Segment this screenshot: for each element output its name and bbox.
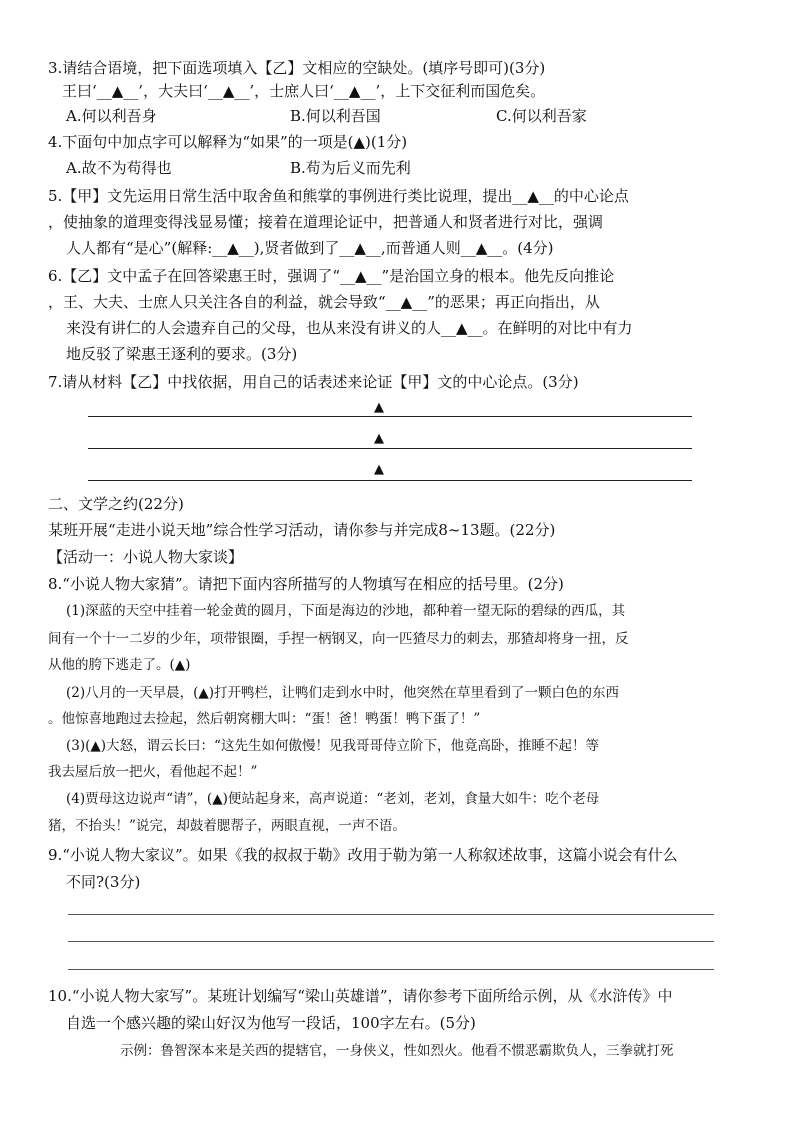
q4-stem: 4.下面句中加点字可以解释为“如果”的一项是(▲)(1分)	[48, 133, 408, 151]
answer-line[interactable]	[88, 480, 692, 481]
q8-item-1-line-2: 间有一个十一二岁的少年，项带银圈，手捏一柄钢叉，向一匹猹尽力的刺去，那猹却将身一扭，反	[48, 631, 629, 647]
q10-line-1: 10.“小说人物大家写”。某班计划编写“梁山英雄谱”，请你参考下面所给示例，从《水浒传》中	[48, 987, 673, 1005]
q6-line-2: ，王、大夫、士庶人只关注各自的利益，就会导致“__▲__”的恶果；再正向指出，从	[48, 293, 600, 311]
q3-option-a: A.何以利吾身	[66, 107, 157, 125]
q9-line-1: 9.“小说人物大家议”。如果《我的叔叔于勒》改用于勒为第一人称叙述故事，这篇小说会有什么	[48, 846, 678, 864]
q5-line-2: ，使抽象的道理变得浅显易懂；接着在道理论证中，把普通人和贤者进行对比，强调	[48, 213, 604, 231]
q3-fill-line: 王曰‘__▲__’，大夫曰‘__▲__’，士庶人曰‘__▲__’，上下交征利而国危矣。	[62, 82, 546, 100]
answer-line[interactable]	[88, 416, 692, 417]
q8-item-2-line-1: (2)八月的一天早晨，(▲)打开鸭栏，让鸭们走到水中时，他突然在草里看到了一颗白色的东西	[66, 685, 620, 701]
q8-item-4-line-1: (4)贾母这边说声“请”，(▲)便站起身来，高声说道：“老刘，老刘，食量大如牛：吃个老母	[66, 791, 600, 807]
q3-option-c: C.何以利吾家	[496, 107, 587, 125]
q8-item-3-line-1: (3)(▲)大怒，谓云长曰：“这先生如何傲慢！见我哥哥侍立阶下，他竟高卧，推睡不起！等	[66, 738, 599, 754]
section-title: 二、文学之约(22分)	[48, 495, 184, 513]
activity-heading: 【活动一：小说人物大家谈】	[48, 548, 244, 566]
q8-item-4-line-2: 猪，不抬头！”说完，却鼓着腮帮子，两眼直视，一声不语。	[48, 818, 406, 834]
q8-item-3-line-2: 我去屋后放一把火，看他起不起！”	[48, 764, 258, 780]
answer-line[interactable]	[88, 448, 692, 449]
answer-line[interactable]	[68, 914, 714, 915]
q10-example: 示例：鲁智深本来是关西的提辖官，一身侠义，性如烈火。他看不惯恶霸欺负人，三拳就打死	[120, 1043, 674, 1059]
q8-item-1-line-1: (1)深蓝的天空中挂着一轮金黄的圆月，下面是海边的沙地，都种着一望无际的碧绿的西瓜，其	[66, 603, 626, 619]
q6-line-4: 地反驳了梁惠王逐利的要求。(3分)	[66, 345, 298, 363]
q8-item-2-line-2: 。他惊喜地跑过去捡起，然后朝窝棚大叫：“蛋！爸！鸭蛋！鸭下蛋了！”	[48, 711, 481, 727]
q3-option-b: B.何以利吾国	[290, 107, 381, 125]
q4-option-a: A.故不为苟得也	[66, 159, 172, 177]
q8-item-1-line-3: 从他的胯下逃走了。(▲)	[48, 657, 191, 673]
q6-line-3: 来没有讲仁的人会遗弃自己的父母，也从来没有讲义的人__▲__。在鲜明的对比中有力	[66, 319, 633, 337]
section-intro: 某班开展“走进小说天地”综合性学习活动，请你参与并完成8~13题。(22分)	[48, 521, 556, 539]
answer-line[interactable]	[68, 941, 714, 942]
answer-line[interactable]	[68, 969, 714, 970]
q5-line-3: 人人都有“是心”(解释:__▲__),贤者做到了__▲__,而普通人则__▲__。(4分)	[66, 239, 554, 257]
q10-line-2: 自选一个感兴趣的梁山好汉为他写一段话，100字左右。(5分)	[66, 1014, 476, 1032]
q9-line-2: 不同?(3分)	[66, 873, 141, 891]
q3-stem: 3.请结合语境，把下面选项填入【乙】文相应的空缺处。(填序号即可)(3分)	[48, 59, 546, 77]
q4-option-b: B.苟为后义而先利	[290, 159, 411, 177]
q5-line-1: 5.【甲】文先运用日常生活中取舍鱼和熊掌的事例进行类比说理，提出__▲__的中心论点	[48, 187, 629, 205]
q7-mark-1: ▲	[374, 400, 384, 415]
q6-line-1: 6.【乙】文中孟子在回答梁惠王时，强调了“__▲__”是治国立身的根本。他先反向推论	[48, 267, 615, 285]
q8-stem: 8.“小说人物大家猜”。请把下面内容所描写的人物填写在相应的括号里。(2分)	[48, 575, 564, 593]
q7-mark-3: ▲	[374, 462, 384, 477]
q7-stem: 7.请从材料【乙】中找依据，用自己的话表述来论证【甲】文的中心论点。(3分)	[48, 373, 579, 391]
q7-mark-2: ▲	[374, 431, 384, 446]
